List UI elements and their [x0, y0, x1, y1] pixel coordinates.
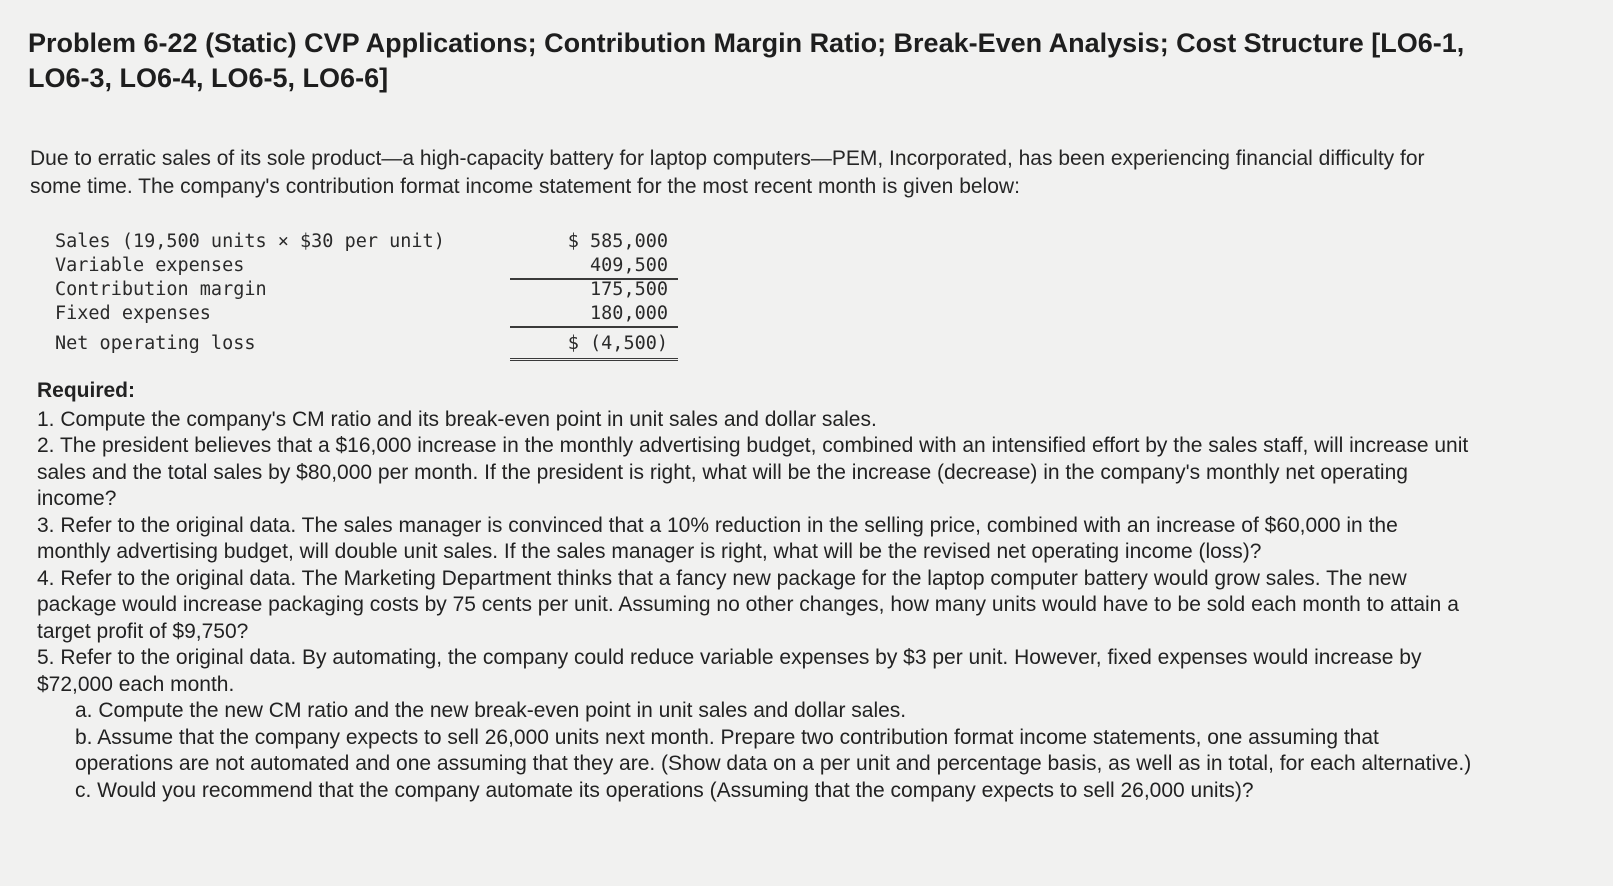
statement-label: Contribution margin — [55, 279, 267, 300]
statement-label: Variable expenses — [55, 255, 245, 276]
required-item-5: 5. Refer to the original data. By automating, the company could reduce variable expenses by $3 per unit. However, fixed expenses would increase by $72,000 each month. — [37, 646, 1422, 696]
statement-label: Fixed expenses — [55, 303, 211, 324]
required-item-1: 1. Compute the company's CM ratio and its break-even point in unit sales and dollar sales. — [37, 407, 877, 431]
problem-title: Problem 6-22 (Static) CVP Applications; Contribution Margin Ratio; Break-Even Analysis; Cost Structure [LO6-1, LO6-3, LO6-4, LO6-5, LO6-6] — [28, 28, 1465, 93]
required-subitem-a: a. Compute the new CM ratio and the new break-even point in unit sales and dollar sales. — [75, 699, 907, 722]
statement-label: Net operating loss — [55, 333, 256, 354]
statement-amount: 180,000 — [510, 302, 678, 328]
required-subitem-c: c. Would you recommend that the company automate its operations (Assuming that the company expects to sell 26,000 units)? — [75, 778, 1254, 802]
required-heading: Required: — [37, 379, 136, 402]
required-section — [37, 378, 1477, 804]
required-item-4: 4. Refer to the original data. The Marketing Department thinks that a fancy new package for the laptop computer battery would grow sales. The new package would increase packaging costs by 75 cents per unit. Assuming no other changes, how many units would have to be sold each month to attain a target profit of $9,750? — [37, 566, 1459, 643]
statement-amount: $ 585,000 — [567, 231, 668, 252]
problem-intro: Due to erratic sales of its sole product—a high-capacity battery for laptop computers—PEM, Incorporated, has been experiencing financial difficulty for some time. The company's contribution format income statement for the most recent month is given below: — [30, 147, 1425, 198]
required-item-3: 3. Refer to the original data. The sales manager is convinced that a 10% reduction in the selling price, combined with an increase of $60,000 in the monthly advertising budget, will double unit sales. If the sales manager is right, what will be the revised net operating income (loss)? — [37, 513, 1398, 563]
statement-label: Sales (19,500 units × $30 per unit) — [55, 231, 445, 252]
required-subitem-b: b. Assume that the company expects to sell 26,000 units next month. Prepare two contribution format income statements, one assuming that operations are not automated and one assuming that they are. (Show data on a per unit and percentage basis, as well as in total, for each alternative.) — [75, 725, 1472, 775]
statement-amount: 409,500 — [510, 254, 678, 280]
statement-amount: 175,500 — [590, 279, 668, 300]
required-item-2: 2. The president believes that a $16,000 increase in the monthly advertising budget, combined with an intensified effort by the sales staff, will increase unit sales and the total sales by $80,000 per month. If the president is right, what will be the increase (decrease) in the company's monthly net operating income? — [37, 434, 1469, 510]
statement-amount: $ (4,500) — [510, 332, 678, 361]
